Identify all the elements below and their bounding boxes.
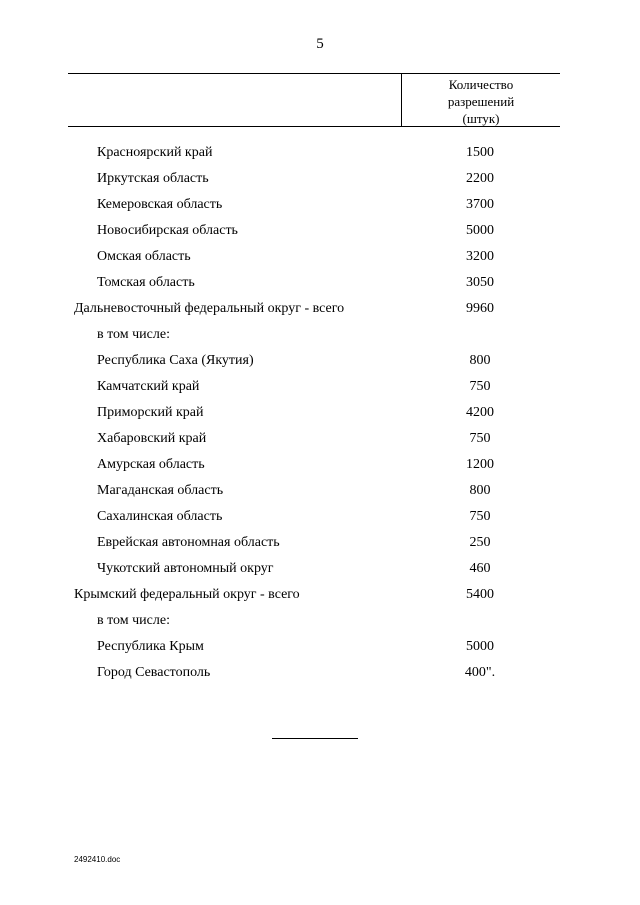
region-name: Томская область <box>97 275 195 290</box>
region-name: Приморский край <box>97 405 204 420</box>
end-separator-line <box>272 738 358 739</box>
permits-count: 250 <box>469 535 491 550</box>
table-header <box>68 73 560 127</box>
permits-count: 9960 <box>466 301 494 316</box>
table-row <box>0 660 640 686</box>
table-row <box>0 140 640 166</box>
permits-count: 3700 <box>466 197 494 212</box>
table-row <box>0 400 640 426</box>
region-name: Амурская область <box>97 457 205 472</box>
permits-count: 750 <box>469 509 491 524</box>
column-title-line: (штук) <box>462 111 500 126</box>
permits-count: 1500 <box>466 145 494 160</box>
region-name: в том числе: <box>97 613 170 628</box>
region-name: Хабаровский край <box>97 431 207 446</box>
region-name: Иркутская область <box>97 171 209 186</box>
permits-count: 800 <box>469 353 491 368</box>
region-name: Дальневосточный федеральный округ - всего <box>74 301 345 316</box>
region-name: Еврейская автономная область <box>97 535 280 550</box>
region-name: Крымский федеральный округ - всего <box>74 587 300 602</box>
region-name: Сахалинская область <box>97 509 223 524</box>
permits-count: 800 <box>469 483 491 498</box>
table-row <box>0 218 640 244</box>
column-title-line: Количество <box>448 77 514 92</box>
table-row <box>0 166 640 192</box>
table-row <box>0 556 640 582</box>
permits-count: 460 <box>469 561 491 576</box>
permits-count: 750 <box>469 431 491 446</box>
table-row-district-total <box>0 582 640 608</box>
permits-count: 2200 <box>466 171 494 186</box>
permits-count: 4200 <box>466 405 494 420</box>
region-name: Новосибирская область <box>97 223 238 238</box>
region-name: Камчатский край <box>97 379 200 394</box>
table-row <box>0 504 640 530</box>
table-row <box>0 426 640 452</box>
column-title-line: разрешений <box>447 94 515 109</box>
table-row <box>0 608 640 634</box>
region-name: в том числе: <box>97 327 170 342</box>
region-name: Чукотский автономный округ <box>97 561 274 576</box>
table-row <box>0 478 640 504</box>
permits-count: 400". <box>464 665 496 680</box>
permits-count: 5000 <box>466 639 494 654</box>
table-row-district-total <box>0 296 640 322</box>
region-name: Омская область <box>97 249 191 264</box>
permits-count: 3050 <box>466 275 494 290</box>
table-row <box>0 192 640 218</box>
permits-count: 5400 <box>466 587 494 602</box>
region-name: Республика Крым <box>97 639 204 654</box>
permits-count: 750 <box>469 379 491 394</box>
table-row <box>0 322 640 348</box>
table-row <box>0 452 640 478</box>
region-name: Город Севастополь <box>97 665 211 680</box>
table-row <box>0 270 640 296</box>
table-row <box>0 374 640 400</box>
table-body <box>0 140 640 686</box>
table-row <box>0 634 640 660</box>
permits-count: 3200 <box>466 249 494 264</box>
region-name: Магаданская область <box>97 483 224 498</box>
region-name: Красноярский край <box>97 145 213 160</box>
region-name: Республика Саха (Якутия) <box>97 353 254 368</box>
column-title-permits-count <box>402 76 560 127</box>
table-row <box>0 530 640 556</box>
permits-count: 1200 <box>466 457 494 472</box>
permits-count: 5000 <box>466 223 494 238</box>
document-code: 2492410.doc <box>74 855 121 864</box>
table-row <box>0 244 640 270</box>
region-name: Кемеровская область <box>97 197 223 212</box>
table-row <box>0 348 640 374</box>
page-number: 5 <box>316 36 324 52</box>
